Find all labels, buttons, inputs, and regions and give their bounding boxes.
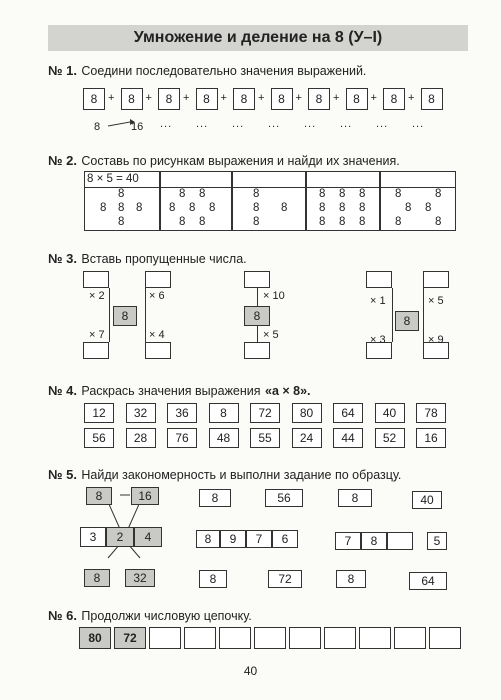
task5-example-bot-right-value: 32 [133,571,147,585]
task2-digit: 8 [281,202,288,214]
task5-col2-top [199,489,231,507]
task3-g1-op-br: × 4 [149,329,165,341]
task3-g1-op-tr: × 6 [149,290,165,302]
task4-number-box[interactable] [292,403,322,423]
task1-plus-sign: + [370,92,377,104]
task3-g1-box-br[interactable] [145,342,171,359]
task5-mid-b[interactable] [220,530,246,548]
task1-blank[interactable]: ... [304,118,317,130]
task4-number-box-value: 28 [133,431,148,445]
task6-chain-cell[interactable] [324,627,356,649]
task5-col5-bot-value: 64 [421,574,435,588]
task1-plus-sign: + [408,92,415,104]
task4-number-box[interactable] [209,428,239,448]
task3-g3-op-tr: × 5 [428,295,444,307]
task1-term-value: 8 [203,92,210,106]
task5-mid-a-value: 8 [204,532,212,546]
task1-plus-sign: + [145,92,152,104]
task5-example-bot-left-value: 8 [93,571,101,585]
task6-chain [79,627,464,651]
page-title [48,25,468,51]
task2-digit: 8 [359,202,366,214]
task4-number-box[interactable] [167,428,197,448]
task2-digit: 8 [405,202,412,214]
task3-g3-op-br: × 9 [428,334,444,346]
task4-number-box[interactable] [333,403,363,423]
task4-number-box-value: 64 [341,406,355,420]
task2-digit: 8 [339,188,346,200]
task6-chain-cell[interactable] [429,627,461,649]
task1-plus-sign: + [258,92,265,104]
task4-number-box-value: 44 [341,431,355,445]
task1-term-box [383,88,405,110]
task1-term-value: 8 [353,92,360,106]
task2-number: № 2. [48,153,77,168]
task4-number-box[interactable] [333,428,363,448]
task2-example: 8 × 5 = 40 [87,173,139,185]
task5-example-top-left-value: 8 [95,489,103,503]
task4-number-box[interactable] [84,403,114,423]
task4-number-box[interactable] [126,403,156,423]
page-title-text: Умножение и деление на 8 (У–I) [133,29,383,46]
task6-chain-cell[interactable] [149,627,181,649]
task2-digit: 8 [359,188,366,200]
task5-col4-top-value: 8 [351,491,359,505]
task3-g2-box-bottom[interactable] [244,342,270,359]
task1-text: Соедини последовательно значения выражений. [81,64,367,78]
task4-number-box-value: 72 [258,406,272,420]
task4-number-box-value: 40 [382,406,397,420]
task2-text: Составь по рисункам выражения и найди их значения. [81,154,400,168]
task6-chain-cell[interactable] [359,627,391,649]
task4-heading [48,382,311,400]
task5-col4-bot [336,570,366,588]
task5-col5-top-value: 40 [420,493,434,507]
task4-number-box[interactable] [167,403,197,423]
task2-digit: 8 [435,216,442,228]
task5-example-mid-left-value: 3 [89,530,97,544]
page-number-text: 40 [243,664,258,678]
task6-chain-cell[interactable] [394,627,426,649]
task1-heading [48,62,366,80]
task3-g2-center [244,306,270,326]
task1-term-value: 8 [428,92,435,106]
task4-number-box[interactable] [250,428,280,448]
task5-example-mid-right [134,527,162,547]
task1-plus-sign: + [220,92,227,104]
task3-g2-box-top[interactable] [244,271,270,288]
task2-digit: 8 [425,202,432,214]
task4-number-box-value: 80 [299,406,314,420]
task6-chain-cell [79,627,111,649]
task3-heading [48,250,247,268]
task5-col4-bot-value: 8 [347,572,355,586]
task3-g1-box-bl[interactable] [83,342,109,359]
task1-blank[interactable]: ... [376,118,389,130]
task2-digit: 8 [253,202,260,214]
task2-figure-4 [306,171,380,231]
task5-example-mid-center [106,527,134,547]
task5-mid-b-value: 9 [229,532,237,546]
task1-term-box [158,88,180,110]
task6-number: № 6. [48,608,77,623]
task4-expression: «а × 8». [265,384,311,398]
task2-digit: 8 [435,188,442,200]
task2-digit: 8 [100,202,107,214]
task1-blank[interactable]: ... [196,118,209,130]
task2-digit: 8 [136,202,143,214]
task1-blank[interactable]: ... [340,118,353,130]
task4-number-box-value: 52 [382,431,397,445]
task5-mid-f[interactable] [361,532,387,550]
task1-term-value: 8 [390,92,398,106]
page-number [0,664,501,678]
task5-col2-bot [199,570,227,588]
task5-mid-e [335,532,361,550]
task6-chain-cell [114,627,146,649]
task2-digit: 8 [339,202,346,214]
task2-digit: 8 [179,216,186,228]
task1-plus-sign: + [333,92,340,104]
task4-number-box-value: 56 [92,431,106,445]
task5-mid-a [196,530,220,548]
task5-example-bot-right [125,569,155,587]
task1-sum-row [83,84,455,116]
task3-g2-op-bottom: × 5 [263,329,279,341]
task4-row-2 [84,428,456,450]
task5-col4-top [338,489,372,507]
task1-term-value: 8 [278,92,285,106]
task1-term-box [308,88,330,110]
task1-term-box [421,88,443,110]
task6-chain-value: 72 [123,631,137,645]
task2-digit: 8 [359,216,366,228]
task6-chain-cell[interactable] [184,627,216,649]
task1-term-box [83,88,105,110]
task4-text: Раскрась значения выражения [81,384,261,398]
task5-example-top-right [131,487,159,505]
task5-mid-c-value: 7 [255,532,263,546]
task5-col3-bot [268,570,302,588]
task5-mid-h [427,532,447,550]
task3-g1-box-tl[interactable] [83,271,109,288]
task2-digit: 8 [319,216,326,228]
task1-term-value: 8 [240,92,248,106]
task3-g1-op-tl: × 2 [89,290,105,302]
task4-number-box-value: 76 [175,431,189,445]
task4-number-box[interactable] [416,403,446,423]
task1-term-box [121,88,143,110]
task4-number-box-value: 78 [424,406,438,420]
task3-g1-center-value: 8 [121,309,129,323]
task5-mid-h-value: 5 [433,534,441,548]
task3-g1-box-tr[interactable] [145,271,171,288]
task1-blank[interactable]: ... [412,118,425,130]
task1-plus-sign: + [295,92,302,104]
task5-mid-e-value: 7 [344,534,352,548]
task1-term-box [346,88,368,110]
task4-number: № 4. [48,383,77,398]
task5-mid-d [272,530,298,548]
task5-mid-g [387,532,413,550]
task2-digit: 8 [199,216,206,228]
task5-example-mid-left [80,527,106,547]
task3-text: Вставь пропущенные числа. [81,252,247,266]
task3-g3-center-value: 8 [403,314,411,328]
task6-chain-cell[interactable] [289,627,321,649]
task5-text: Найди закономерность и выполни задание по образцу. [81,468,402,482]
task2-digit: 8 [319,202,326,214]
task1-term-box [233,88,255,110]
task5-mid-d-value: 6 [281,532,289,546]
task1-blank[interactable]: ... [160,118,173,130]
task3-number: № 3. [48,251,77,266]
task1-blank[interactable]: ... [232,118,245,130]
task6-text: Продолжи числовую цепочку. [81,609,252,623]
task6-chain-cell[interactable] [219,627,251,649]
task4-number-box[interactable] [209,403,239,423]
task3-g1-op-bl: × 7 [89,329,105,341]
task5-mid-f-value: 8 [370,534,378,548]
task2-digit: 8 [118,188,125,200]
task1-number: № 1. [48,63,77,78]
task6-chain-cell[interactable] [254,627,286,649]
task2-digit: 8 [319,188,326,200]
task1-term-value: 8 [165,92,173,106]
task2-digit: 8 [253,216,260,228]
task4-row-1 [84,403,456,425]
task2-digit: 8 [395,216,402,228]
task5-example-mid-right-value: 4 [144,530,152,544]
task2-digit: 8 [169,202,176,214]
task4-number-box-value: 36 [175,406,189,420]
task4-number-box-value: 16 [424,431,438,445]
task2-digit: 8 [253,188,260,200]
task5-example-top-left [86,487,112,505]
task1-plus-sign: + [108,92,115,104]
task6-heading [48,607,252,625]
task3-g3-op-bl: × 3 [370,334,386,346]
task5-heading [48,466,401,484]
task2-digit: 8 [339,216,346,228]
task4-number-box-value: 55 [258,431,272,445]
task3-g3-box-tr[interactable] [423,271,449,288]
task5-example-top-right-value: 16 [138,489,152,503]
task2-digit: 8 [118,202,125,214]
task2-digit: 8 [395,188,402,200]
task3-g2-op-top: × 10 [263,290,285,302]
task2-digit: 8 [189,202,196,214]
task5-col3-top-value: 56 [277,491,291,505]
task3-g3-box-tl[interactable] [366,271,392,288]
task1-term-value: 8 [315,92,323,106]
task1-chain-start: 8 [94,121,101,133]
task1-chain-second: 16 [131,121,144,133]
task4-number-box[interactable] [375,403,405,423]
task4-number-box[interactable] [250,403,280,423]
task5-col5-bot [409,572,447,590]
task1-blank[interactable]: ... [268,118,281,130]
task3-g2-center-value: 8 [253,309,261,323]
task5-mid-c [246,530,272,548]
task1-term-value: 8 [90,92,98,106]
task2-digit: 8 [199,188,206,200]
task2-figure-3 [232,171,306,231]
task3-g3-center [395,311,419,331]
task5-col2-bot-value: 8 [209,572,217,586]
task4-number-box-value: 32 [133,406,148,420]
task4-number-box-value: 8 [220,406,227,420]
task1-term-box [196,88,218,110]
task4-number-box[interactable] [416,428,446,448]
task5-example-mid-center-value: 2 [116,530,124,544]
task3-g1-center [113,306,137,326]
task6-chain-value: 80 [88,631,102,645]
task4-number-box[interactable] [84,428,114,448]
task5-col3-bot-value: 72 [278,572,292,586]
task2-digit: 8 [118,216,125,228]
task5-example-bot-left [84,569,110,587]
task5-col2-top-value: 8 [211,491,219,505]
task1-term-box [271,88,293,110]
task4-number-box[interactable] [292,428,322,448]
task4-number-box[interactable] [126,428,156,448]
task5-col5-top [412,491,442,509]
task1-term-value: 8 [128,92,135,106]
task2-figure-1 [84,171,160,231]
task2-figure-2 [160,171,232,231]
task4-number-box-value: 12 [92,406,106,420]
task1-plus-sign: + [183,92,190,104]
task5-number: № 5. [48,467,77,482]
task4-number-box-value: 48 [216,431,231,445]
task4-number-box[interactable] [375,428,405,448]
task2-heading [48,152,400,170]
task4-number-box-value: 24 [299,431,314,445]
task2-digit: 8 [179,188,186,200]
task3-g3-op-tl: × 1 [370,295,386,307]
task2-figure-5 [380,171,456,231]
task5-col3-top [265,489,303,507]
task2-digit: 8 [209,202,216,214]
